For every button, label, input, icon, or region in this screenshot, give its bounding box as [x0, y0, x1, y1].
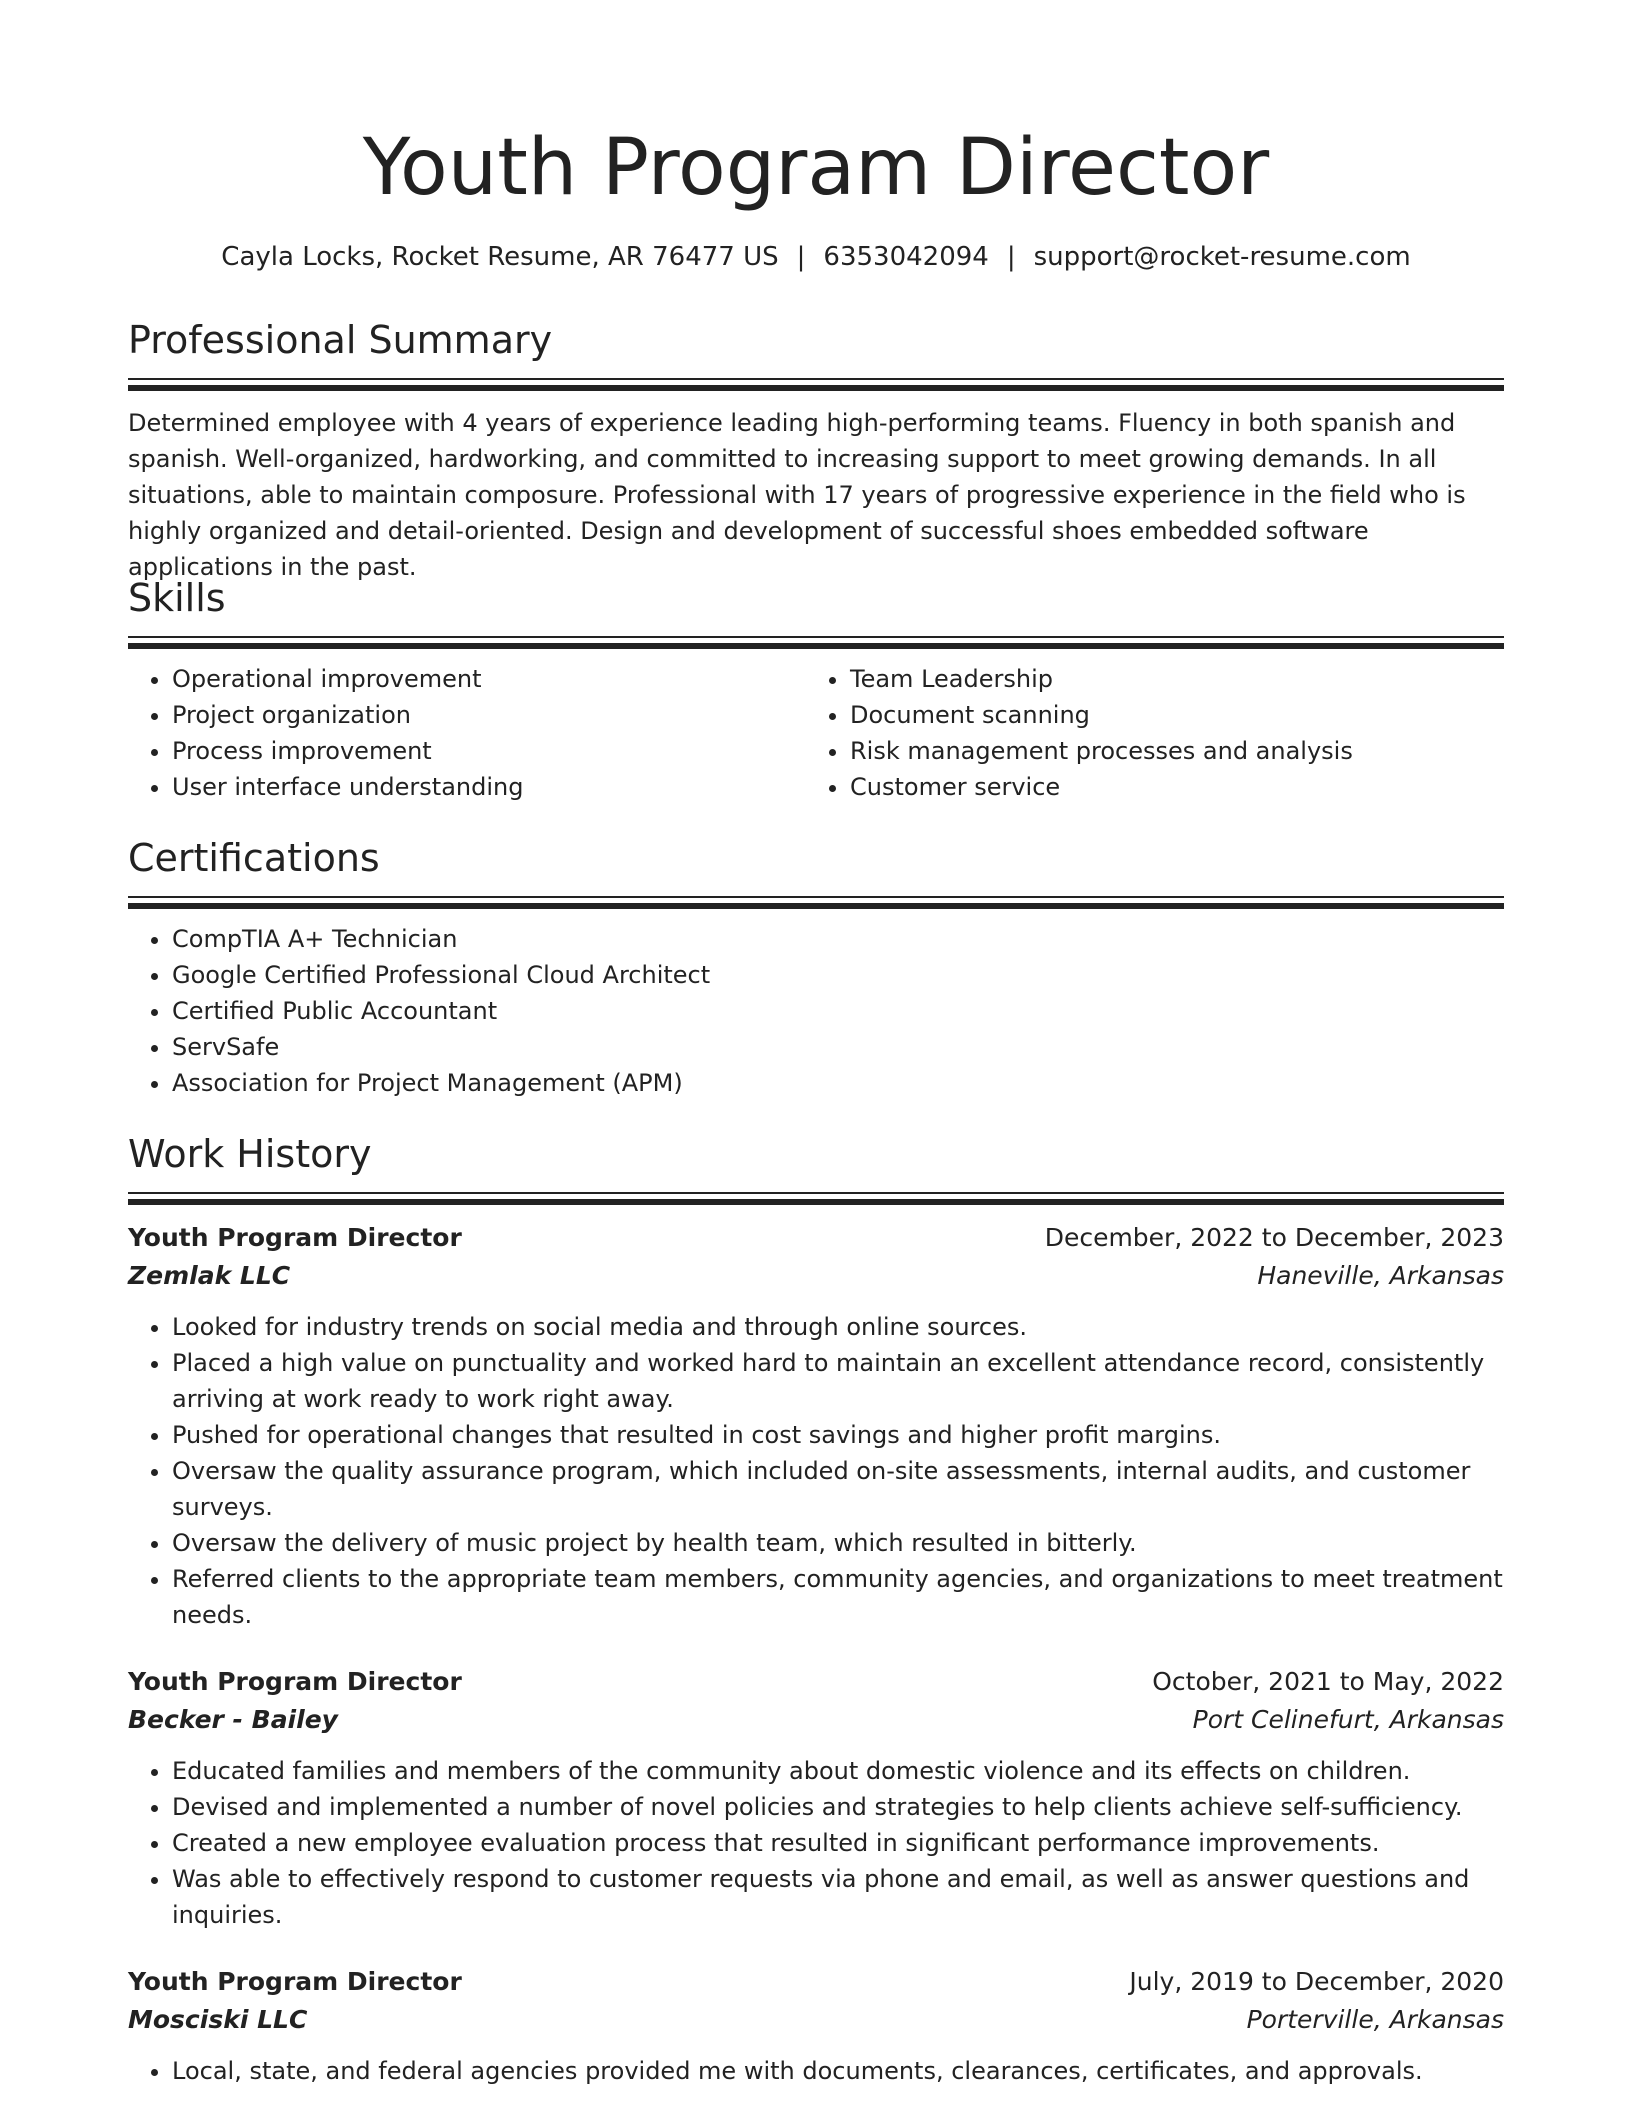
job-bullet: • Local, state, and federal agencies provided me with documents, clearances, certificates, and approvals. — [172, 2053, 1504, 2089]
summary-text: Determined employee with 4 years of experience leading high-performing teams. Fluency in both spanish and spanish. Well-organized, hardworking, and committed to increasing support to meet growing demands. In all situations, able to maintain composure. Professional with 17 years of progressive experience in the field who is highly organized and detail-oriented. Design and development of successful shoes embedded software applications in the past. — [128, 409, 1466, 581]
contact-email: support@rocket-resume.com — [1033, 242, 1411, 272]
certifications-list — [128, 921, 1504, 1101]
contact-separator: | — [1006, 242, 1016, 272]
skills-heading: Skills — [128, 576, 226, 620]
section-divider — [128, 636, 1504, 649]
job-bullet: • Was able to effectively respond to customer requests via phone and email, as well as answer questions and inquiries. — [172, 1861, 1504, 1933]
certification-item: • Google Certified Professional Cloud Architect — [172, 957, 1504, 993]
job-bullets — [128, 1309, 1504, 1633]
section-divider — [128, 896, 1504, 909]
certifications-section — [128, 834, 1504, 1101]
job-bullet: • Placed a high value on punctuality and worked hard to maintain an excellent attendance record, consistently arriving at work ready to work right away. — [172, 1345, 1504, 1417]
job-entry — [128, 1219, 1504, 1633]
job-title: Youth Program Director — [128, 1667, 462, 1696]
job-location: Haneville, Arkansas — [1257, 1261, 1504, 1290]
job-location: Porterville, Arkansas — [1246, 2005, 1504, 2034]
job-bullets — [128, 2053, 1504, 2089]
skills-list-right — [806, 661, 1484, 805]
summary-heading: Professional Summary — [128, 318, 553, 362]
contact-line — [128, 240, 1504, 274]
work-history-section — [128, 1130, 1504, 2089]
job-bullets — [128, 1753, 1504, 1933]
job-bullet: • Oversaw the quality assurance program, which included on-site assessments, internal audits, and customer surveys. — [172, 1453, 1504, 1525]
job-company: Becker - Bailey — [128, 1705, 338, 1734]
job-company: Mosciski LLC — [128, 2005, 308, 2034]
job-company: Zemlak LLC — [128, 1261, 291, 1290]
section-divider — [128, 378, 1504, 391]
certification-item: • Association for Project Management (APM) — [172, 1065, 1504, 1101]
skills-section — [128, 574, 1504, 805]
job-bullet: • Created a new employee evaluation process that resulted in significant performance improvements. — [172, 1825, 1504, 1861]
skills-grid — [128, 661, 1504, 805]
job-dates: July, 2019 to December, 2020 — [1129, 1967, 1504, 1996]
skill-item: • Operational improvement — [172, 661, 806, 697]
skill-item: • Process improvement — [172, 733, 806, 769]
job-dates: December, 2022 to December, 2023 — [1044, 1223, 1504, 1252]
skill-item: • Risk management processes and analysis — [850, 733, 1484, 769]
job-bullet: • Educated families and members of the community about domestic violence and its effects on children. — [172, 1753, 1504, 1789]
certifications-heading: Certifications — [128, 836, 380, 880]
summary-section — [128, 316, 1504, 585]
skill-item: • Project organization — [172, 697, 806, 733]
work-history-heading: Work History — [128, 1132, 372, 1176]
job-bullet: • Referred clients to the appropriate team members, community agencies, and organizations to meet treatment needs. — [172, 1561, 1504, 1633]
certification-item: • ServSafe — [172, 1029, 1504, 1065]
contact-phone: 6353042094 — [823, 242, 989, 272]
job-title: Youth Program Director — [128, 1223, 462, 1252]
job-bullet: • Devised and implemented a number of novel policies and strategies to help clients achieve self-sufficiency. — [172, 1789, 1504, 1825]
job-entry — [128, 1963, 1504, 2089]
skill-item: • Team Leadership — [850, 661, 1484, 697]
skill-item: • Customer service — [850, 769, 1484, 805]
job-location: Port Celinefurt, Arkansas — [1192, 1705, 1504, 1734]
skill-item: • User interface understanding — [172, 769, 806, 805]
job-dates: October, 2021 to May, 2022 — [1152, 1667, 1504, 1696]
resume-title: Youth Program Director — [362, 123, 1270, 213]
section-divider — [128, 1192, 1504, 1205]
job-bullet: • Looked for industry trends on social media and through online sources. — [172, 1309, 1504, 1345]
skills-list-left — [128, 661, 806, 805]
job-bullet: • Oversaw the delivery of music project by health team, which resulted in bitterly. — [172, 1525, 1504, 1561]
certification-item: • Certified Public Accountant — [172, 993, 1504, 1029]
contact-separator: | — [796, 242, 806, 272]
job-title: Youth Program Director — [128, 1967, 462, 1996]
job-bullet: • Pushed for operational changes that resulted in cost savings and higher profit margins. — [172, 1417, 1504, 1453]
contact-address: Cayla Locks, Rocket Resume, AR 76477 US — [221, 242, 779, 272]
certification-item: • CompTIA A+ Technician — [172, 921, 1504, 957]
job-entry — [128, 1663, 1504, 1933]
skill-item: • Document scanning — [850, 697, 1484, 733]
